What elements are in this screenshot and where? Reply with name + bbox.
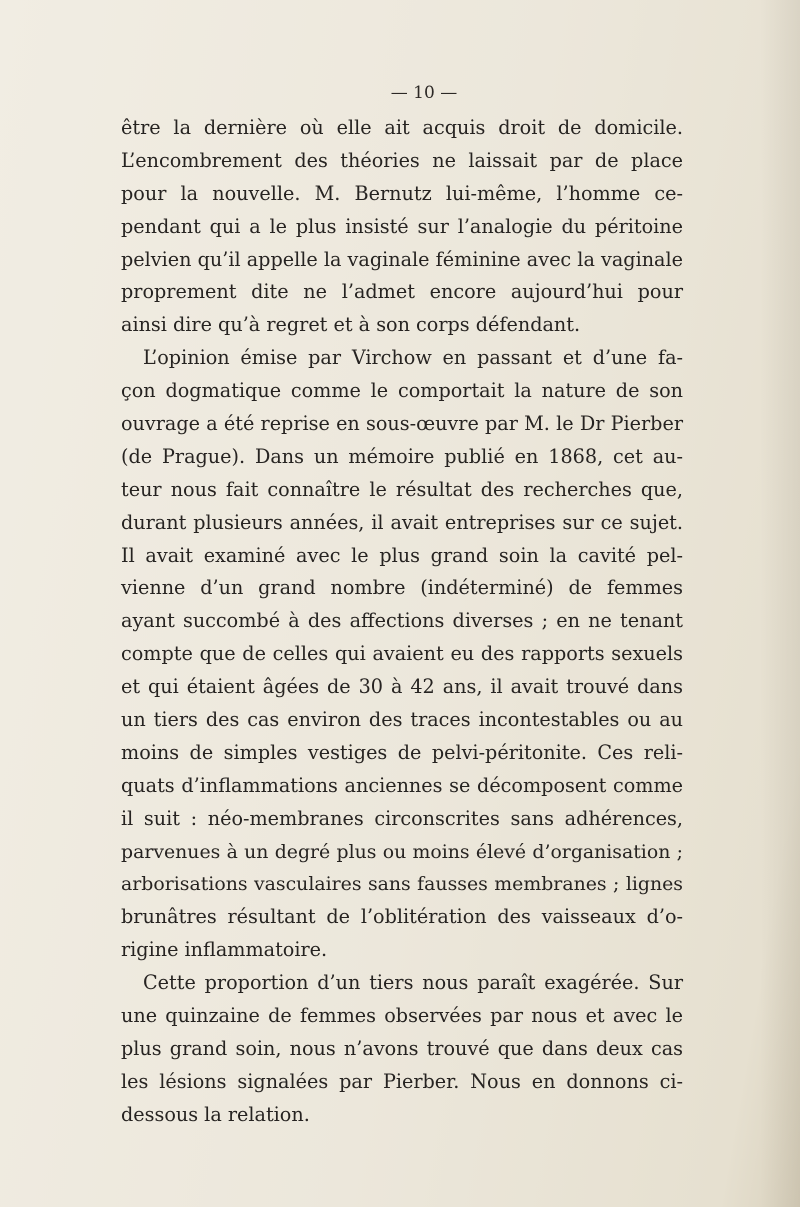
text-line: çon dogmatique comme le comportait la nature de son [121,379,683,403]
text-line: Cette proportion d’un tiers nous paraît exagérée. Sur [143,971,683,995]
text-line: teur nous fait connaître le résultat des recherches que, [121,477,683,501]
page-number: — 10 — [390,83,458,103]
text-line: ainsi dire qu’à regret et à son corps défendant. [121,313,581,337]
page-edge-shadow [760,0,800,1207]
paragraph [121,112,683,342]
text-line: quats d’inflammations anciennes se décomposent comme [121,773,683,797]
text-line: pendant qui a le plus insisté sur l’analogie du péritoine [121,214,683,238]
text-line: moins de simples vestiges de pelvi-péritonite. Ces reli- [121,740,683,764]
text-line: rigine inflammatoire. [121,938,328,962]
text-line: et qui étaient âgées de 30 à 42 ans, il avait trouvé dans [121,675,683,699]
text-line: L’encombrement des théories ne laissait par de place [121,148,683,172]
text-line: arborisations vasculaires sans fausses membranes ; lignes [121,873,683,896]
text-line: une quinzaine de femmes observées par nous et avec le [121,1004,683,1028]
text-line: vienne d’un grand nombre (indéterminé) de femmes [121,576,683,600]
text-line: ayant succombé à des affections diverses ; en ne tenant [121,609,683,633]
text-line: pour la nouvelle. M. Bernutz lui-même, l’homme ce- [121,181,683,205]
text-line: ouvrage a été reprise en sous-œuvre par M. le Dr Pierber [121,412,683,436]
text-line: L’opinion émise par Virchow en passant et d’une fa- [143,346,683,370]
text-line: il suit : néo-membranes circonscrites sans adhérences, [121,806,683,830]
text-line: un tiers des cas environ des traces incontestables ou au [121,708,683,732]
text-line: durant plusieurs années, il avait entreprises sur ce sujet. [121,510,683,534]
body-text [121,112,683,1132]
text-line: les lésions signalées par Pierber. Nous en donnons ci- [121,1069,683,1093]
text-line: parvenues à un degré plus ou moins élevé d’organisation ; [121,840,683,863]
text-line: dessous la relation. [121,1102,310,1126]
paragraph [121,967,683,1131]
text-line: brunâtres résultant de l’oblitération des vaisseaux d’o- [121,905,683,929]
text-line: (de Prague). Dans un mémoire publié en 1868, cet au- [121,444,683,468]
text-line: compte que de celles qui avaient eu des rapports sexuels [121,642,683,666]
text-line: proprement dite ne l’admet encore aujourd’hui pour [121,280,683,304]
text-line: plus grand soin, nous n’avons trouvé que dans deux cas [121,1036,683,1060]
text-line: pelvien qu’il appelle la vaginale féminine avec la vaginale [121,247,683,271]
text-line: être la dernière où elle ait acquis droit de domicile. [121,116,683,139]
text-line: Il avait examiné avec le plus grand soin la cavité pel- [121,543,683,567]
paragraph [121,342,683,967]
